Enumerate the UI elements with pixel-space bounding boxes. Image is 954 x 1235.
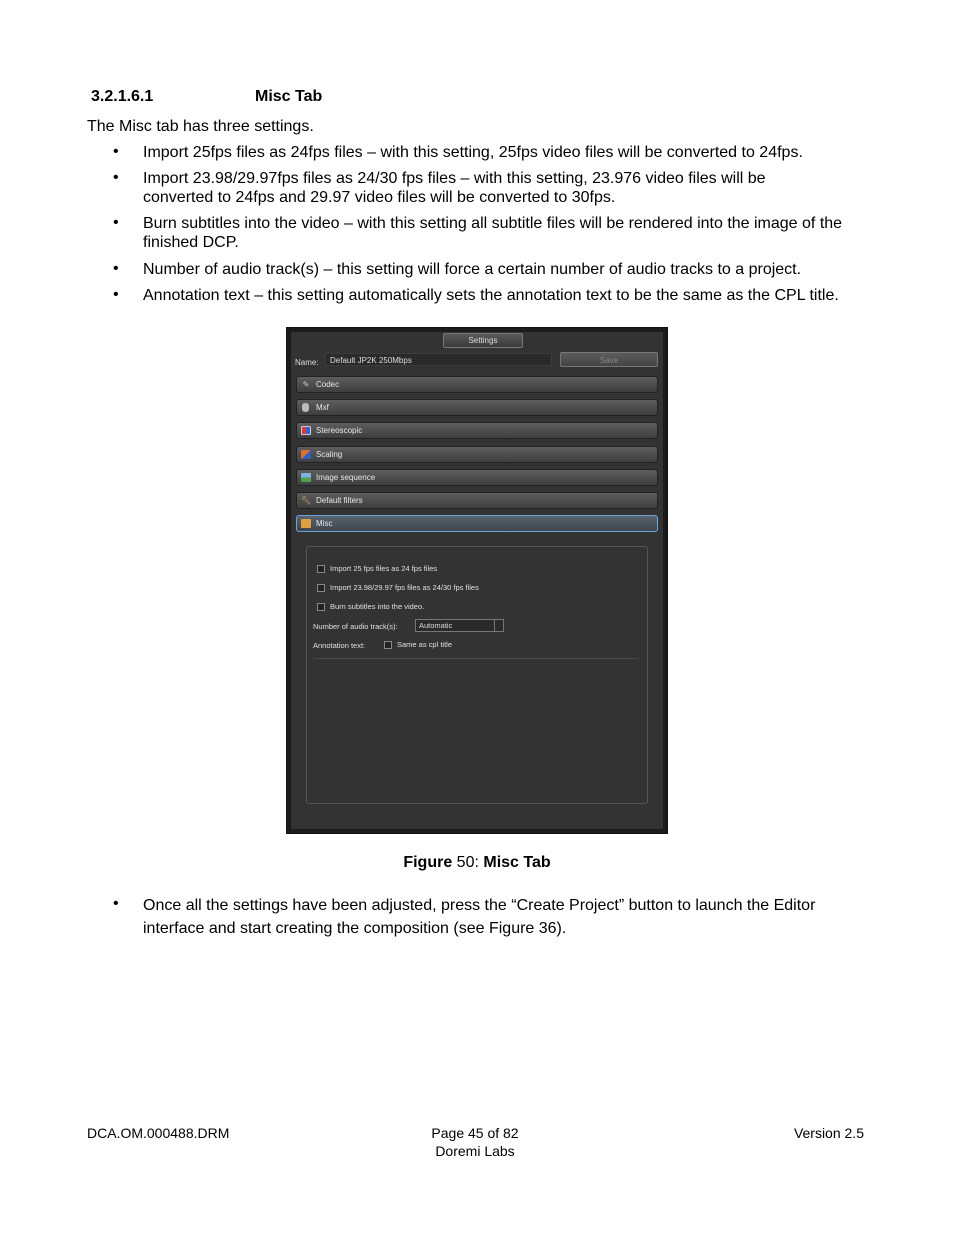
intro-paragraph: The Misc tab has three settings. [87, 118, 314, 135]
section-label: Default filters [316, 496, 363, 505]
section-stereoscopic[interactable] [296, 422, 658, 439]
divider [313, 658, 639, 659]
footer-page: Page 45 of 82 [431, 1125, 519, 1141]
settings-tab[interactable]: Settings [443, 333, 523, 348]
import-2398-option[interactable] [317, 583, 479, 592]
database-icon [302, 403, 309, 412]
checkbox[interactable] [317, 603, 325, 611]
footer-doc-id: DCA.OM.000488.DRM [87, 1125, 230, 1141]
section-label: Misc [316, 519, 333, 528]
section-misc[interactable] [296, 515, 658, 532]
audio-tracks-select[interactable] [415, 619, 504, 632]
bullet-item: Import 23.98/29.97fps files as 24/30 fps files – with this setting, 23.976 video files will be converted to 24fps and 29.97 video files will be converted to 30fps. [143, 170, 766, 206]
burn-subtitles-option[interactable] [317, 602, 424, 611]
bullet-marker: • [113, 260, 119, 277]
bullet-marker: • [113, 286, 119, 303]
footer-version: Version 2.5 [793, 1125, 864, 1141]
audio-tracks-value: Automatic [419, 621, 453, 630]
section-label: Image sequence [316, 473, 376, 482]
misc-icon [301, 519, 311, 528]
bullet-marker: • [113, 895, 119, 912]
image-icon [301, 473, 311, 482]
figure-caption [0, 854, 954, 872]
bullet-marker: • [113, 169, 119, 186]
section-label: Stereoscopic [316, 426, 363, 435]
audio-tracks-label: Number of audio track(s): [313, 622, 398, 631]
section-label: Mxf [316, 403, 329, 412]
bullet-item: Import 25fps files as 24fps files – with this setting, 25fps video files will be converted to 24fps. [143, 144, 803, 161]
bullet-item: Number of audio track(s) – this setting will force a certain number of audio tracks to a project. [143, 261, 802, 278]
option-label: Burn subtitles into the video. [330, 602, 425, 611]
import-25fps-option[interactable] [317, 564, 437, 573]
annotation-label: Annotation text: [313, 641, 366, 650]
section-default-filters[interactable] [296, 492, 658, 509]
section-image-sequence[interactable] [296, 469, 658, 486]
save-button[interactable]: Save [560, 352, 658, 367]
caption-figure-word: Figure [403, 854, 453, 871]
section-label: Codec [316, 380, 340, 389]
section-number: 3.2.1.6.1 [91, 88, 154, 105]
bullet-item: Burn subtitles into the video – with this setting all subtitle files will be rendered into the image of the finished DCP. [143, 215, 843, 251]
option-label: Import 25 fps files as 24 fps files [330, 564, 438, 573]
misc-panel [306, 546, 648, 804]
settings-screenshot [286, 327, 668, 834]
scaling-icon [301, 450, 311, 459]
section-mxf[interactable] [296, 399, 658, 416]
name-label: Name: [295, 358, 319, 367]
section-codec[interactable] [296, 376, 658, 393]
checkbox[interactable] [317, 584, 325, 592]
wrench-icon: ✎ [302, 380, 310, 389]
final-bullet: Once all the settings have been adjusted, press the “Create Project” button to launch the Editor interface and start creating the composition (see Figure 36). [143, 897, 816, 937]
bullet-marker: • [113, 143, 119, 160]
caption-title: Misc Tab [483, 854, 551, 871]
section-label: Scaling [316, 450, 343, 459]
bullet-marker: • [113, 214, 119, 231]
footer-company: Doremi Labs [435, 1143, 515, 1159]
option-label: Import 23.98/29.97 fps files as 24/30 fps files [330, 583, 479, 592]
option-label: Same as cpl title [397, 640, 453, 649]
annotation-option[interactable] [384, 640, 452, 649]
settings-window [291, 332, 663, 829]
checkbox[interactable] [317, 565, 325, 573]
checkbox[interactable] [384, 641, 392, 649]
name-input[interactable]: Default JP2K 250Mbps [325, 353, 552, 366]
bullet-item: Annotation text – this setting automatically sets the annotation text to be the same as the CPL title. [143, 287, 839, 304]
stereo-icon [301, 426, 311, 435]
tool-icon: 🔧︎ [301, 496, 312, 505]
section-scaling[interactable] [296, 446, 658, 463]
caption-number: 50: [456, 854, 479, 871]
dropdown-arrow-icon [494, 620, 503, 631]
section-title: Misc Tab [255, 88, 323, 105]
